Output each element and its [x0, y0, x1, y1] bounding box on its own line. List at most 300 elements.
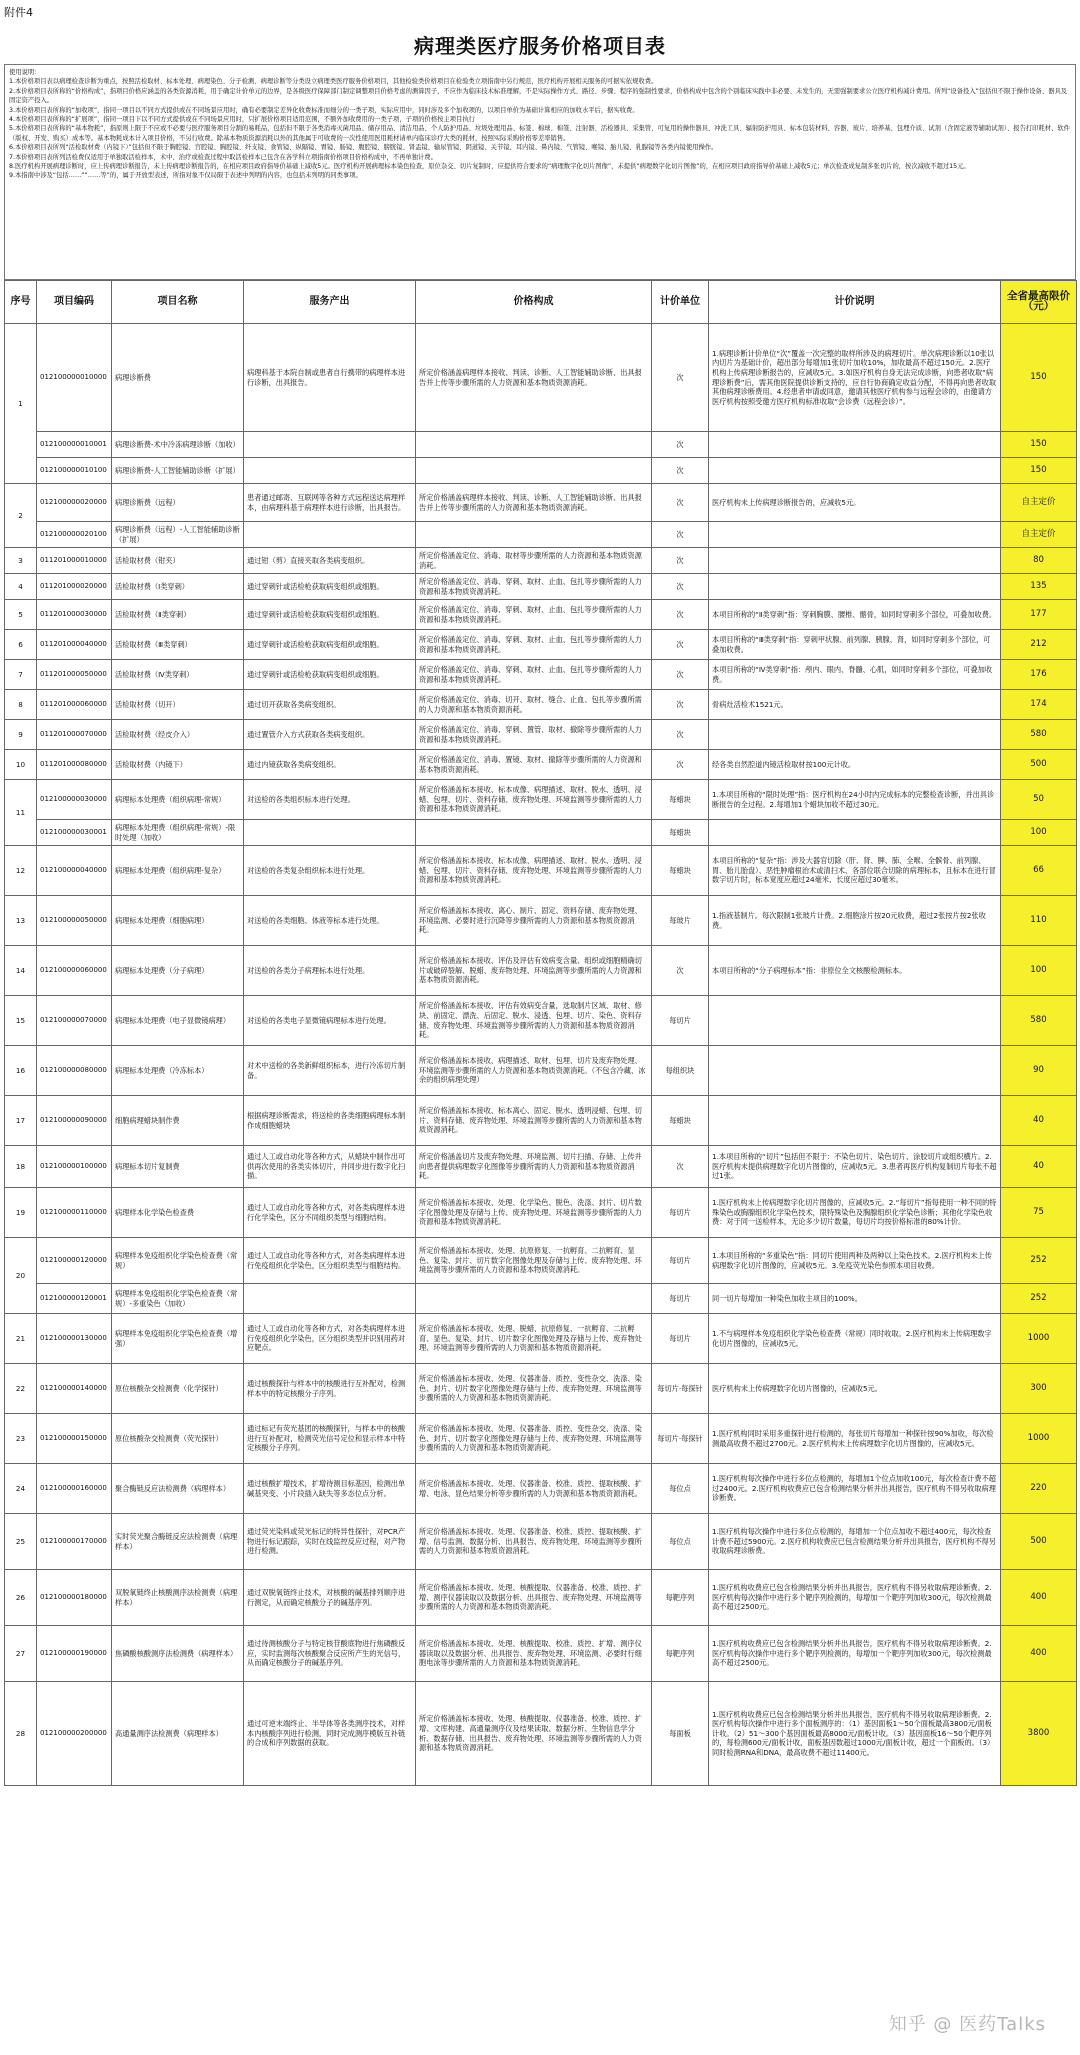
cell-output: 通过标记有荧光基团的核酸探针，与样本中的核酸进行互补配对，检测荧光信号定位和显示样本中特定核酸分子序列。: [244, 1414, 416, 1464]
cell-output: 对送检的各类分子病理标本进行处理。: [244, 946, 416, 996]
cell-max-price: 400: [1001, 1570, 1077, 1626]
cell-unit: 每切片·每探针: [652, 1414, 709, 1464]
cell-output: 通过穿刺针或活检枪获取病变组织或细胞。: [244, 600, 416, 630]
cell-desc: 本项目所称的“Ⅲ类穿刺”指：穿刺甲状腺、前列腺、胰腺、肾，如同时穿刺多个部位，可叠加收费。: [709, 630, 1001, 660]
cell-name: 原位核酸杂交检测费（化学探针）: [112, 1364, 244, 1414]
cell-max-price: 1000: [1001, 1414, 1077, 1464]
table-row: [5, 1682, 1077, 1786]
cell-output: [244, 522, 416, 548]
cell-desc: 1.医疗机构未上传病理数字化切片图像的，应减收5元。2.“每切片”指每使用一种不同的特殊染色或胸腺组织化学染色技术，限特殊染色及胸腺组织化学染色诊断；其他化学染色收费：对于同一送检样本，无论多少切片数量，每切片均按价格标准的80%计价。: [709, 1188, 1001, 1238]
cell-output: 通过钳（剪）直接夹取各类病变组织。: [244, 548, 416, 574]
cell-code: 012100000050000: [37, 896, 112, 946]
cell-max-price: 40: [1001, 1146, 1077, 1188]
cell-composition: 所定价格涵盖定位、消毒、穿刺、取材、止血、包扎等步骤所需的人力资源和基本物质资源消耗。: [416, 660, 652, 690]
cell-output: 通过双脱氧链终止技术，对核酸的碱基排列顺序进行测定，从而确定核酸分子的碱基序列。: [244, 1570, 416, 1626]
table-row: [5, 1464, 1077, 1514]
cell-unit: 次: [652, 1146, 709, 1188]
cell-max-price: 自主定价: [1001, 484, 1077, 522]
cell-code: 012100000020100: [37, 522, 112, 548]
cell-desc: 1.医疗机构收费应已包含检测结果分析并出具报告，医疗机构不得另收取病理诊断费。2.医疗机构每次操作中进行多个靶序列检测的，每增加一个靶序列加收300元，每次检测最高不超过2500元。: [709, 1570, 1001, 1626]
cell-unit: 每蜡块: [652, 820, 709, 846]
cell-desc: 1.本项目所称的“切片”包括但不限于：不染色切片、染色切片、涂胶切片或组织横片。2.医疗机构未提供病理数字化切片图像的，应减收5元。3.患者再医疗机构复制切片每张不超过1张。: [709, 1146, 1001, 1188]
cell-name: 病理诊断费（远程）-人工智能辅助诊断（扩展）: [112, 522, 244, 548]
cell-code: 012100000120001: [37, 1284, 112, 1314]
cell-code: 011201000080000: [37, 750, 112, 780]
usage-note: 6.本价格项目表所列“活检取材费（内镜下）”包括但不限于胸腔镜、宫腔镜、胸腔镜、纤支镜、食管镜、纵隔镜、胃镜、肠镜、腹腔镜、膀胱镜、肾盂镜、输尿管镜、阴道镜、关节镜、耳内镜、鼻内镜、气管镜、喉镜、胎儿镜、乳腺镜等各类内镜使用操作。: [9, 144, 718, 152]
cell-desc: 1.医疗机构收费应已包含检测结果分析并出具报告，医疗机构不得另收取病理诊断费。2.医疗机构每次操作中进行多个面板测序的：（1）基因面板1～50个面板最高3800元/面板计收。（2）51～300个基因面板最高8000元/面板计收。（3）基因面板16～50个靶序列的，每检测600元/面板计收，面板基因数超过1000元/面板计收，超过一个面板的。（3）同时检测RNA和DNA，最高收费不超过11400元。: [709, 1682, 1001, 1786]
cell-composition: 所定价格涵盖标本接收、处理、核酸提取、仪器准备、校准、质控、扩增、文库构建、高通量测序仪及结果读取、数据分析、生物信息学分析、数据存储、出具报告、废弃物处理、环境监测等步骤所需的人力资源和基本物质资源消耗。: [416, 1682, 652, 1786]
cell-seq: 27: [5, 1626, 37, 1682]
cell-seq: 3: [5, 548, 37, 574]
table-row: [5, 458, 1077, 484]
cell-composition: 所定价格涵盖标本接收、标本成像、病理描述、取材、脱水、透明、浸蜡、包埋、切片、资料存储、废弃物处理、环境监测等步骤所需的人力资源和基本物质资源消耗。: [416, 846, 652, 896]
cell-composition: [416, 1284, 652, 1314]
cell-max-price: 500: [1001, 750, 1077, 780]
cell-name: 活检取材费（切开）: [112, 690, 244, 720]
cell-name: 活检取材费（Ⅱ类穿刺）: [112, 600, 244, 630]
cell-unit: 每切片: [652, 1284, 709, 1314]
cell-unit: 每切片: [652, 1238, 709, 1284]
cell-output: 通过人工或自动化等各种方式，从蜡块中制作出可供再次使用的各类实体切片，并同步进行数字化扫描。: [244, 1146, 416, 1188]
table-row: [5, 1314, 1077, 1364]
cell-max-price: 100: [1001, 946, 1077, 996]
cell-composition: 所定价格涵盖标本接收、处理、核酸提取、仪器准备、校准、质控、扩增、测序仪器读取以及数据分析、出具报告、废弃物处理、环境监测等步骤所需的人力资源和基本物质资源消耗。: [416, 1570, 652, 1626]
table-header-row: [5, 281, 1077, 324]
cell-code: 011201000050000: [37, 660, 112, 690]
cell-output: 对送检的各类复杂组织标本进行处理。: [244, 846, 416, 896]
table-row: [5, 548, 1077, 574]
cell-name: 焦磷酸核酸测序法检测费（病理样本）: [112, 1626, 244, 1682]
cell-desc: 1.本项目所称的“多重染色”指：同切片使用两种及两种以上染色技术。2.医疗机构未上传病理数字化切片图像的，应减收5元。3.免疫荧光染色参照本项目收费。: [709, 1238, 1001, 1284]
cell-name: 病理样本化学染色检查费: [112, 1188, 244, 1238]
cell-output: [244, 820, 416, 846]
cell-max-price: 50: [1001, 780, 1077, 820]
cell-composition: 所定价格涵盖标本接收、处理、仪器准备、质控、变性杂交、洗涤、染色、封片、切片数字化图像处理存储与上传、废弃物处理、环境监测等步骤所需的人力资源和基本物质资源消耗。: [416, 1414, 652, 1464]
cell-code: 012100000200000: [37, 1682, 112, 1786]
cell-seq: 16: [5, 1046, 37, 1096]
usage-notes: [4, 64, 1076, 280]
cell-composition: 所定价格涵盖定位、消毒、置镜、取材、撤除等步骤所需的人力资源和基本物质资源消耗。: [416, 750, 652, 780]
cell-composition: 所定价格涵盖病理样本接收、判读、诊断、人工智能辅助诊断、出具报告并上传等步骤所需的人力资源和基本物质资源消耗。: [416, 324, 652, 432]
cell-desc: 本项目所称的“Ⅱ类穿刺”指：穿刺胸膜、腰椎、髂骨，如同时穿刺多个部位，可叠加收费。: [709, 600, 1001, 630]
cell-output: [244, 1284, 416, 1314]
cell-max-price: 400: [1001, 1626, 1077, 1682]
cell-output: 通过人工或自动化等各种方式，对各类病理样本进行免疫组织化学染色，区分组织类型并识别用药对应靶点。: [244, 1314, 416, 1364]
cell-code: 012100000090000: [37, 1096, 112, 1146]
cell-max-price: 176: [1001, 660, 1077, 690]
cell-name: 病理样本免疫组织化学染色检查费（常规）-多重染色（加收）: [112, 1284, 244, 1314]
cell-output: 病理科基于本院自制或患者自行携带的病理样本进行诊断，出具报告。: [244, 324, 416, 432]
col-desc: 计价说明: [709, 281, 1001, 324]
usage-note: 9.本指南中涉及“包括……”“……等”的，属于开放型表述，所指对象不仅局限于表述中列明的内容，也包括未列明的同类事项。: [9, 172, 362, 180]
col-max-price: 全省最高限价（元）: [1001, 281, 1077, 324]
table-row: [5, 690, 1077, 720]
cell-max-price: 自主定价: [1001, 522, 1077, 548]
cell-composition: 所定价格涵盖标本接收、处理、脱蜡、抗原修复、一抗孵育、二抗孵育、显色、复染、封片、切片数字化图像处理及存储与上传、废弃物处理、环境监测等步骤所需的人力资源和基本物质资源消耗。: [416, 1314, 652, 1364]
cell-seq: 15: [5, 996, 37, 1046]
cell-composition: [416, 820, 652, 846]
cell-code: 012100000170000: [37, 1514, 112, 1570]
cell-unit: 每靶序列: [652, 1570, 709, 1626]
cell-composition: 所定价格涵盖标本接收、处理、核酸提取、校准、质控、扩增、测序仪器读取以及数据分析、出具报告、废弃物处理、环境监测、必要时行细胞电泳等步骤所需的人力资源和基本物质资源消耗。: [416, 1626, 652, 1682]
table-row: [5, 946, 1077, 996]
cell-name: 原位核酸杂交检测费（荧光探针）: [112, 1414, 244, 1464]
cell-code: 012100000150000: [37, 1414, 112, 1464]
cell-desc: [709, 548, 1001, 574]
cell-name: 细胞病理蜡块制作费: [112, 1096, 244, 1146]
cell-code: 012100000010100: [37, 458, 112, 484]
cell-desc: 1.指液基制片。每次限制1张玻片计费。2.细胞涂片按20元收费，超过2张按片按2张收费。: [709, 896, 1001, 946]
cell-code: 012100000030000: [37, 780, 112, 820]
cell-seq: 25: [5, 1514, 37, 1570]
cell-code: 012100000010000: [37, 324, 112, 432]
cell-code: 012100000030001: [37, 820, 112, 846]
cell-unit: 次: [652, 660, 709, 690]
cell-max-price: 3800: [1001, 1682, 1077, 1786]
cell-output: [244, 458, 416, 484]
cell-name: 病理标本处理费（细胞病理）: [112, 896, 244, 946]
table-row: [5, 846, 1077, 896]
cell-output: 对术中送检的各类新鲜组织标本，进行冷冻切片制备。: [244, 1046, 416, 1096]
col-unit: 计价单位: [652, 281, 709, 324]
cell-seq: 5: [5, 600, 37, 630]
cell-max-price: 500: [1001, 1514, 1077, 1570]
col-code: 项目编码: [37, 281, 112, 324]
table-row: [5, 1188, 1077, 1238]
cell-seq: 8: [5, 690, 37, 720]
cell-max-price: 580: [1001, 720, 1077, 750]
document-title: 病理类医疗服务价格项目表: [414, 34, 666, 58]
cell-name: 病理诊断费-术中冷冻病理诊断（加收）: [112, 432, 244, 458]
cell-name: 高通量测序法检测费（病理样本）: [112, 1682, 244, 1786]
cell-output: 通过人工或自动化等各种方式，对各类病理样本进行免疫组织化学染色，区分组织类型与细胞结构。: [244, 1238, 416, 1284]
cell-desc: [709, 1046, 1001, 1096]
cell-desc: 1.不与病理样本免疫组织化学染色检查费（常规）同时收取。2.医疗机构未上传病理数字化切片图像的，应减收5元。: [709, 1314, 1001, 1364]
cell-output: 通过人工或自动化等各种方式，对各类病理样本进行化学染色，区分不同组织类型与细胞结构。: [244, 1188, 416, 1238]
table-row: [5, 1096, 1077, 1146]
cell-name: 活检取材费（内镜下）: [112, 750, 244, 780]
usage-note: 4.本价格项目表所称的“扩展项”，指同一项目下以不同方式提供或在不同场景应用时，只扩展价格项目适用范围，不额外加收费用的一类子项，子项的价格按主项目执行: [9, 116, 475, 124]
cell-seq: 6: [5, 630, 37, 660]
table-row: [5, 1570, 1077, 1626]
cell-unit: 每切片: [652, 1188, 709, 1238]
table-row: [5, 780, 1077, 820]
cell-seq: 24: [5, 1464, 37, 1514]
cell-desc: [709, 820, 1001, 846]
table-row: [5, 820, 1077, 846]
cell-name: 实时荧光聚合酶链反应法检测费（病理样本）: [112, 1514, 244, 1570]
cell-name: 双脱氧链终止核酸测序法检测费（病理样本）: [112, 1570, 244, 1626]
cell-name: 病理样本免疫组织化学染色检查费（常规）: [112, 1238, 244, 1284]
cell-unit: 每切片: [652, 1314, 709, 1364]
cell-unit: 每切片: [652, 996, 709, 1046]
cell-unit: 次: [652, 574, 709, 600]
cell-composition: 所定价格涵盖标本接收、离心、制片、固定、资料存储、废弃物处理、环境监测、必要时进行沉降等步骤所需的人力资源和基本物质资源消耗。: [416, 896, 652, 946]
cell-unit: 每蜡块: [652, 1096, 709, 1146]
cell-unit: 每靶序列: [652, 1626, 709, 1682]
cell-name: 活检取材费（经皮介入）: [112, 720, 244, 750]
cell-output: 对送检的各类细胞、体液等标本进行处理。: [244, 896, 416, 946]
cell-desc: 1.医疗机构每次操作中进行多位点检测的，每增加一个位点加收不超过400元，每次检查计费不超过5900元。2.医疗机构收费应已包含检测结果分析并出具报告，医疗机构不得另收取病理诊断费。: [709, 1514, 1001, 1570]
table-row: [5, 600, 1077, 630]
cell-desc: 医疗机构未上传病理诊断报告的，应减收5元。: [709, 484, 1001, 522]
cell-composition: 所定价格涵盖定位、消毒、穿刺、取材、止血、包扎等步骤所需的人力资源和基本物质资源消耗。: [416, 574, 652, 600]
table-row: [5, 1626, 1077, 1682]
cell-unit: 次: [652, 548, 709, 574]
cell-code: 012100000180000: [37, 1570, 112, 1626]
cell-seq: 21: [5, 1314, 37, 1364]
table-row: [5, 1414, 1077, 1464]
cell-composition: 所定价格涵盖定位、消毒、穿刺、置管、取材、撤除等步骤所需的人力资源和基本物质资源消耗。: [416, 720, 652, 750]
cell-seq: 26: [5, 1570, 37, 1626]
cell-max-price: 75: [1001, 1188, 1077, 1238]
usage-note: 3.本价格项目表所称的“加收项”，指同一项目以不同方式提供或在不同场景应用时，确有必要制定差异化收费标准而细分的一类子项，实际应用中，同时涉及多个加收项的，以项目单价为基础计算相应的加收水平后，据实收费。: [9, 106, 639, 114]
table-row: [5, 522, 1077, 548]
cell-unit: 次: [652, 432, 709, 458]
table-row: [5, 484, 1077, 522]
table-row: [5, 896, 1077, 946]
cell-desc: [709, 432, 1001, 458]
cell-composition: 所定价格涵盖标本接收、处理、仪器准备、质控、变性杂交、洗涤、染色、封片、切片数字化图像处理存储与上传、废弃物处理、环境监测等步骤所需的人力资源和基本物质资源消耗。: [416, 1364, 652, 1414]
cell-desc: 1.病理诊断计价单位“次”覆盖一次完整的取样所涉及的病理切片。单次病理诊断以10张以内切片为基础计价，超出部分每增加1张切片加收10%，加收最高不超过150元。2.医疗机构上传病理诊断报告的，应减收5元。3.如医疗机构自身无法完成诊断，向患者收取“病理诊断费”后，需其他医院提供诊断支持的，应自行协商确定收益分配，不得再向患者收取其他病理诊断费用。4.经患者申请或同意，邀请其他医疗机构参与远程会诊的，由邀请方医疗机构按照受邀方医疗机构标准收取“会诊费（远程会诊）”。: [709, 324, 1001, 432]
table-row: [5, 1514, 1077, 1570]
cell-output: 通过可逆末端终止、半导体等各类测序技术，对样本内核酸序列进行检测，同时完成测序模版互补链的合成和序列数据的获取。: [244, 1682, 416, 1786]
cell-composition: 所定价格涵盖标本接收、病理描述、取材、包埋、切片及废弃物处理、环境监测等步骤所需的人力资源和基本物质资源消耗。（不包含冷藏、冰余的组织病理处理）: [416, 1046, 652, 1096]
table-row: [5, 630, 1077, 660]
table-row: [5, 574, 1077, 600]
cell-unit: 次: [652, 750, 709, 780]
cell-max-price: 40: [1001, 1096, 1077, 1146]
cell-unit: 次: [652, 720, 709, 750]
col-name: 项目名称: [112, 281, 244, 324]
cell-output: 患者通过邮寄、互联网等各种方式远程送达病理样本，由病理科基于病理样本进行诊断，出具报告。: [244, 484, 416, 522]
cell-output: 通过核酸探针与样本中的核酸进行互补配对，检测样本中的特定核酸分子序列。: [244, 1364, 416, 1414]
cell-name: 病理标本处理费（组织病理-常规）: [112, 780, 244, 820]
cell-desc: 本项目所称的“复杂”指：涉及大器官切除（肝、肾、脾、肺、全喉、全髌骨、前列腺、胃、胎儿胎盘）、恶性肿瘤根治术或清扫术、各部位联合切除的病理标本，且标本在进行冒数字切片时，标本宽度应超过24毫米、长度应超过30毫米。: [709, 846, 1001, 896]
col-composition: 价格构成: [416, 281, 652, 324]
cell-max-price: 66: [1001, 846, 1077, 896]
attachment-label: 附件4: [4, 6, 33, 19]
cell-composition: 所定价格涵盖切片及废弃物处理、环境监测、切片扫描、存储、上传并向患者提供病理数字化图像等步骤所需的人力资源和基本物质资源消耗。: [416, 1146, 652, 1188]
cell-seq: 28: [5, 1682, 37, 1786]
cell-output: 通过置管介入方式获取各类病变组织。: [244, 720, 416, 750]
cell-unit: 每蜡块: [652, 780, 709, 820]
cell-seq: 13: [5, 896, 37, 946]
cell-name: 聚合酶链反应法检测费（病理样本）: [112, 1464, 244, 1514]
cell-output: 通过穿刺针或活检枪获取病变组织或细胞。: [244, 660, 416, 690]
cell-code: 011201000060000: [37, 690, 112, 720]
cell-desc: 骨病灶活检术1521元。: [709, 690, 1001, 720]
cell-composition: [416, 522, 652, 548]
cell-desc: [709, 458, 1001, 484]
cell-composition: 所定价格涵盖标本接收、标本离心、固定、脱水、透明浸蜡、包埋、切片、资料存储、废弃物处理、环境监测等步骤所需的人力资源和基本物质资源消耗。: [416, 1096, 652, 1146]
cell-unit: 次: [652, 458, 709, 484]
cell-unit: 次: [652, 946, 709, 996]
usage-note: 2.本价格项目表所称的“价格构成”，指项目价格应涵盖的各类资源消耗，用于确定计价单元的边界，是各级医疗保障部门制定调整项目价格考虑的测算因子，不应作为临床技术标准理解，不是实际操作方式、路径、步骤、程序的强制性要求，价格构成中包含的个别临床实践中非必要、未发生的，无需强制要求公立医疗机构减计费用。所列“设备投入”包括但不限于操作设备、器具及固定资产投入。: [9, 87, 1068, 105]
cell-name: 活检取材费（Ⅲ类穿刺）: [112, 630, 244, 660]
table-row: [5, 996, 1077, 1046]
cell-desc: 本项目所称的“Ⅳ类穿刺”指：颅内、眼内、脊髓、心肌，如同时穿刺多个部位，可叠加收费。: [709, 660, 1001, 690]
cell-unit: 每切片·每探针: [652, 1364, 709, 1414]
usage-note: 7.本价格项目表所列活检费仅适用于单独取活检样本，术中、治疗或检查过程中取活检样本已包含在各学科立项指南价格项目价格构成中，不再单独计费。: [9, 153, 437, 161]
cell-unit: 每位点: [652, 1464, 709, 1514]
cell-seq: 4: [5, 574, 37, 600]
cell-composition: 所定价格涵盖标本接收、处理、仪器准备、校准、质控、提取核酸、扩增、电泳、显色结果分析等步骤所需的人力资源和基本物质资源消耗。: [416, 1464, 652, 1514]
cell-composition: 所定价格涵盖定位、消毒、取材等步骤所需的人力资源和基本物质资源消耗。: [416, 548, 652, 574]
cell-seq: 12: [5, 846, 37, 896]
cell-name: 病理标本处理费（组织病理-复杂）: [112, 846, 244, 896]
cell-output: 对送检的各类组织标本进行处理。: [244, 780, 416, 820]
cell-name: 病理标本处理费（冷冻标本）: [112, 1046, 244, 1096]
cell-max-price: 150: [1001, 432, 1077, 458]
cell-desc: 同一切片每增加一种染色加收主项目的100%。: [709, 1284, 1001, 1314]
cell-desc: 1.医疗机构每次操作中进行多位点检测的，每增加1个位点加收100元，每次检查计费不超过2400元。2.医疗机构收费应已包含检测结果分析并出具报告，医疗机构不得另收取病理诊断费。: [709, 1464, 1001, 1514]
cell-code: 012100000040000: [37, 846, 112, 896]
cell-max-price: 300: [1001, 1364, 1077, 1414]
table-row: [5, 1238, 1077, 1284]
cell-max-price: 80: [1001, 548, 1077, 574]
cell-max-price: 252: [1001, 1284, 1077, 1314]
cell-seq: 23: [5, 1414, 37, 1464]
cell-unit: 每面板: [652, 1682, 709, 1786]
cell-code: 012100000160000: [37, 1464, 112, 1514]
cell-max-price: 580: [1001, 996, 1077, 1046]
cell-desc: 经各类自然腔道内镜活检取材按100元计收。: [709, 750, 1001, 780]
table-row: [5, 1146, 1077, 1188]
cell-desc: 1.医疗机构收费应已包含检测结果分析并出具报告，医疗机构不得另收取病理诊断费。2.医疗机构每次操作中进行多个靶序列检测的，每增加一个靶序列加收300元，每次检测最高不超过2500元。: [709, 1626, 1001, 1682]
cell-seq: 22: [5, 1364, 37, 1414]
cell-output: 通过内镜获取各类病变组织。: [244, 750, 416, 780]
cell-unit: 次: [652, 484, 709, 522]
table-row: [5, 1364, 1077, 1414]
cell-unit: 次: [652, 690, 709, 720]
col-output: 服务产出: [244, 281, 416, 324]
cell-code: 012100000060000: [37, 946, 112, 996]
cell-composition: [416, 432, 652, 458]
cell-seq: 7: [5, 660, 37, 690]
cell-name: 病理诊断费-人工智能辅助诊断（扩展）: [112, 458, 244, 484]
cell-desc: [709, 1096, 1001, 1146]
cell-desc: 1.医疗机构同时采用多重探针进行检测的，每张切片每增加一种探针按90%加收，每次检测最高收费不超过2700元。2.医疗机构未上传病理数字化切片图像的，应减收5元。: [709, 1414, 1001, 1464]
cell-seq: 17: [5, 1096, 37, 1146]
cell-output: 通过核酸扩增技术，扩增待测目标基因，检测出单碱基突变、小片段插入缺失等多态位点分析。: [244, 1464, 416, 1514]
table-row: [5, 1046, 1077, 1096]
cell-code: 011201000030000: [37, 600, 112, 630]
table-row: [5, 432, 1077, 458]
table-row: [5, 660, 1077, 690]
cell-unit: 每玻片: [652, 896, 709, 946]
cell-composition: 所定价格涵盖定位、消毒、切开、取材、缝合、止血、包扎等步骤所需的人力资源和基本物质资源消耗。: [416, 690, 652, 720]
cell-name: 病理样本免疫组织化学染色检查费（增强）: [112, 1314, 244, 1364]
cell-output: [244, 432, 416, 458]
cell-max-price: 150: [1001, 458, 1077, 484]
cell-code: 011201000070000: [37, 720, 112, 750]
cell-max-price: 110: [1001, 896, 1077, 946]
price-table: [4, 280, 1077, 1786]
cell-code: 012100000010001: [37, 432, 112, 458]
cell-max-price: 174: [1001, 690, 1077, 720]
cell-name: 病理标本处理费（电子显微镜病理）: [112, 996, 244, 1046]
cell-desc: [709, 996, 1001, 1046]
cell-output: 根据病理诊断需求，将送检的各类细胞病理标本制作成细胞蜡块: [244, 1096, 416, 1146]
cell-composition: 所定价格涵盖定位、消毒、穿刺、取材、止血、包扎等步骤所需的人力资源和基本物质资源消耗。: [416, 630, 652, 660]
cell-composition: 所定价格涵盖病理样本接收、判读、诊断、人工智能辅助诊断、出具报告并上传等步骤所需的人力资源和基本物质资源消耗。: [416, 484, 652, 522]
cell-code: 012100000140000: [37, 1364, 112, 1414]
cell-composition: [416, 458, 652, 484]
cell-max-price: 1000: [1001, 1314, 1077, 1364]
cell-unit: 每位点: [652, 1514, 709, 1570]
table-row: [5, 750, 1077, 780]
cell-code: 012100000070000: [37, 996, 112, 1046]
cell-name: 病理标本处理费（分子病理）: [112, 946, 244, 996]
cell-composition: 所定价格涵盖标本接收、处理、化学染色、脱色、洗涤、封片、切片数字化图像处理及存储与上传、废弃物处理、环境监测等步骤所需的人力资源和基本物质资源消耗。: [416, 1188, 652, 1238]
cell-code: 012100000110000: [37, 1188, 112, 1238]
cell-code: 011201000040000: [37, 630, 112, 660]
cell-desc: 本项目所称的“分子病理标本”指：非原位全文核酸检测标本。: [709, 946, 1001, 996]
watermark: 知乎 @ 医药Talks: [888, 2014, 1046, 2035]
cell-seq: 18: [5, 1146, 37, 1188]
cell-desc: [709, 574, 1001, 600]
cell-desc: 医疗机构未上传病理数字化切片图像的，应减收5元。: [709, 1364, 1001, 1414]
cell-composition: 所定价格涵盖标本接收、评估有效病变含量，选取制片区域、取材、修块、前固定、漂洗、后固定、脱水、浸透、包埋、切片、染色、资料存储、废弃物处理、环境监测等步骤所需的人力资源和基本物质资源消耗。: [416, 996, 652, 1046]
cell-name: 病理标本切片复制费: [112, 1146, 244, 1188]
cell-name: 病理诊断费（远程）: [112, 484, 244, 522]
cell-max-price: 177: [1001, 600, 1077, 630]
usage-note: 5.本价格项目表所称的“基本物耗”，指原则上限于不应或不必要与医疗服务项目分割的易耗品，包括但不限于各类消毒灭菌用品、储存用品、清洁用品、个人防护用品、垃圾处理用品、标签、棉球、棉签、注射器、活检器具、采集管、可复用的操作器具、冲洗工具、辐射防护用具、标本包装材料、容器、玻片、培养基、包埋介质、试剂（含固定液等辅助试剂）、报告打印耗材、软件（版权、开发、购买）成本等。基本物耗成本计入项目价格，不另行收费。除基本物质资源消耗以外的其他属于可收费的一次性使用医用耗材请单内临床诊疗大类的耗材，按照实际采购价格零差率销售。: [9, 125, 1070, 142]
cell-max-price: 90: [1001, 1046, 1077, 1096]
cell-name: 病理标本处理费（组织病理-常规）-限时处理（加收）: [112, 820, 244, 846]
cell-output: 对送检的各类电子显微镜病理标本进行处理。: [244, 996, 416, 1046]
cell-unit: 次: [652, 630, 709, 660]
cell-max-price: 100: [1001, 820, 1077, 846]
cell-name: 病理诊断费: [112, 324, 244, 432]
cell-output: 通过待测核酸分子与特定核苷酸底物进行焦磷酸反应，实时监测每次核酸聚合反应所产生的光信号，从而确定核酸分子的碱基序列。: [244, 1626, 416, 1682]
cell-code: 012100000020000: [37, 484, 112, 522]
cell-name: 活检取材费（Ⅰ类穿刺）: [112, 574, 244, 600]
cell-seq: 1: [5, 324, 37, 484]
usage-note: 8.医疗机构开展病理诊断时，应上传病理诊断报告，未上传病理诊断报告的，在相应项目政府指导价基础上减收5元。医疗机构开展病理标本染色检查，原位杂交、切片复制时，应提供符合要求的“病理数字化切片图像”，未提供“病理数字化切片图像”的，在相应项目政府指导价基础上减收5元；单次检查成复制多张切片的，按次减收不超过15元。: [9, 163, 970, 171]
cell-seq: 9: [5, 720, 37, 750]
cell-name: 活检取材费（钳夹）: [112, 548, 244, 574]
cell-unit: 每蜡块: [652, 846, 709, 896]
usage-note: 使用说明：: [9, 69, 41, 76]
cell-composition: 所定价格涵盖标本接收、标本成像、病理描述、取材、脱水、透明、浸蜡、包埋、切片、资料存储、废弃物处理、环境监测等步骤所需的人力资源和基本物质资源消耗。: [416, 780, 652, 820]
cell-max-price: 220: [1001, 1464, 1077, 1514]
cell-composition: 所定价格涵盖标本接收、评估及评估有效病变含量、组织或细胞精确切片或破碎裂解、脱蜡、废弃物处理、环境监测等步骤所需的人力资源和基本物质资源消耗。: [416, 946, 652, 996]
cell-output: 通过荧光染料或荧光标记的特异性探针，对PCR产物进行标记跟踪，实时在线监控反应过程，对产物进行检测。: [244, 1514, 416, 1570]
cell-composition: 所定价格涵盖标本接收、处理、抗原修复、一抗孵育、二抗孵育、显色、复染、封片、切片数字化图像处理及存储与上传、废弃物处理、环境监测等步骤所需的人力资源和基本物质资源消耗。: [416, 1238, 652, 1284]
cell-desc: 1.本项目所称的“限时处理”指：医疗机构在24小时内完成标本的完整检查诊断，并出具诊断报告的全过程。2.每增加1个蜡块加收不超过30元。: [709, 780, 1001, 820]
cell-max-price: 212: [1001, 630, 1077, 660]
cell-code: 012100000130000: [37, 1314, 112, 1364]
cell-code: 011201000010000: [37, 548, 112, 574]
cell-seq: 2: [5, 484, 37, 548]
cell-composition: 所定价格涵盖定位、消毒、穿刺、取材、止血、包扎等步骤所需的人力资源和基本物质资源消耗。: [416, 600, 652, 630]
cell-name: 活检取材费（Ⅳ类穿刺）: [112, 660, 244, 690]
cell-output: 通过穿刺针或活检枪获取病变组织或细胞。: [244, 574, 416, 600]
cell-output: 通过切开获取各类病变组织。: [244, 690, 416, 720]
cell-max-price: 252: [1001, 1238, 1077, 1284]
cell-seq: 11: [5, 780, 37, 846]
col-seq: 序号: [5, 281, 37, 324]
cell-code: 012100000190000: [37, 1626, 112, 1682]
cell-unit: 每组织块: [652, 1046, 709, 1096]
cell-desc: [709, 720, 1001, 750]
cell-max-price: 135: [1001, 574, 1077, 600]
cell-code: 012100000120000: [37, 1238, 112, 1284]
cell-max-price: 150: [1001, 324, 1077, 432]
cell-unit: 次: [652, 522, 709, 548]
